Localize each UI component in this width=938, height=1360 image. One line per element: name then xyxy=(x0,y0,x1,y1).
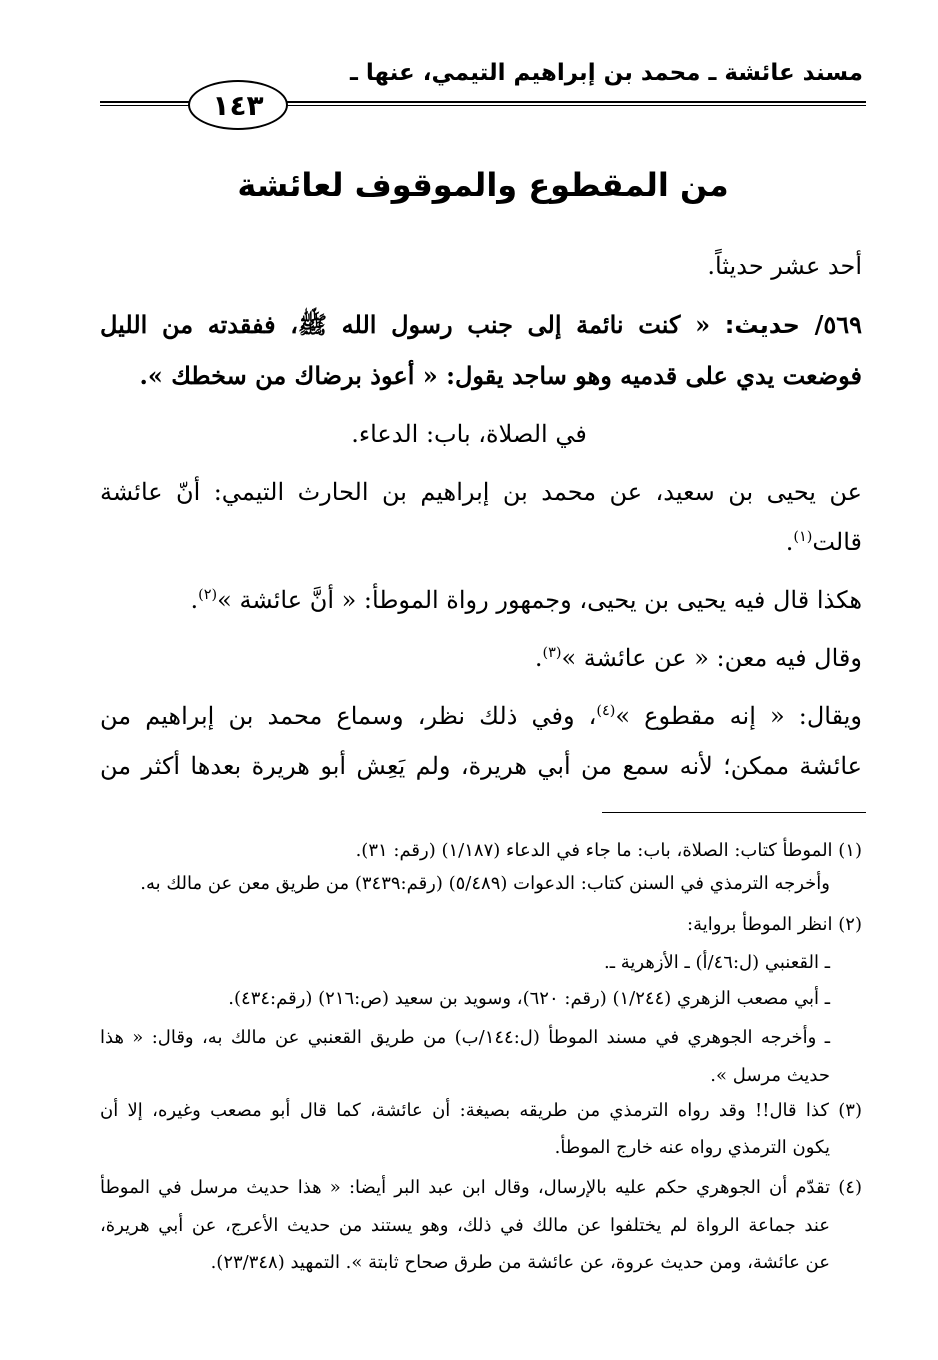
intro-line: أحد عشر حديثاً. xyxy=(707,252,862,280)
footnote-4-line-2: عند جماعة الرواة لم يختلفوا عن مالك في ذلك، وهو يستند من حديث الأعرج، عن أبي هريرة، xyxy=(100,1215,830,1236)
paragraph-3-end: . xyxy=(534,644,543,672)
hadith-label: حديث: xyxy=(724,311,800,339)
footnote-2-line-3: ـ أبي مصعب الزهري (١/٢٤٤) (رقم: ٦٢٠)، وسويد بن سعيد (ص:٢١٦) (رقم:٤٣٤). xyxy=(228,988,830,1009)
paragraph-4-line-2: عائشة ممكن؛ لأنه سمع من أبي هريرة، ولم يَعِش أبو هريرة بعدها أكثر من xyxy=(100,752,862,780)
chain-end: . xyxy=(785,528,794,556)
footnote-3-line-1: (٣) كذا قال!! وقد رواه الترمذي من طريقه بصيغة: أن عائشة، كما قال أبو مصعب وغيره، إلا أن xyxy=(100,1100,862,1121)
footnote-1-line-2: وأخرجه الترمذي في السنن كتاب: الدعوات (٥/٤٨٩) (رقم:٣٤٣٩) من طريق معن عن مالك به. xyxy=(140,873,830,894)
paragraph-2 xyxy=(191,586,862,614)
footnote-separator xyxy=(602,812,866,813)
paragraph-4-line-1 xyxy=(100,702,862,730)
page-number: ١٤٣ xyxy=(188,80,288,130)
hadith-text-1: « كنت نائمة إلى جنب رسول الله ﷺ، ففقدته من الليل xyxy=(100,310,711,339)
footnote-ref-1: (١) xyxy=(793,529,813,545)
chain-text: قالت xyxy=(812,528,862,556)
paragraph-4-text-a: ويقال: « إنه مقطوع » xyxy=(615,702,863,730)
footnote-ref-3: (٣) xyxy=(542,645,562,661)
hadith-line-1 xyxy=(100,310,862,345)
hadith-line-2: فوضعت يدي على قدميه وهو ساجد يقول: « أعوذ برضاك من سخطك ». xyxy=(139,361,862,390)
footnote-2-line-5: حديث مرسل ». xyxy=(710,1065,830,1086)
footnote-2-line-2: ـ القعنبي (ل:٤٦/أ) ـ الأزهرية ـ. xyxy=(604,952,830,973)
footnote-ref-4: (٤) xyxy=(596,703,616,719)
chain-line-2 xyxy=(786,528,862,556)
paragraph-4-text-b: ، وفي ذلك نظر، وسماع محمد بن إبراهيم من xyxy=(100,702,597,730)
footnote-2-line-1: (٢) انظر الموطأ برواية: xyxy=(687,914,862,935)
footnote-1-line-1: (١) الموطأ كتاب: الصلاة، باب: ما جاء في الدعاء (١/١٨٧) (رقم: ٣١). xyxy=(355,840,862,861)
hadith-number: ٥٦٩/ xyxy=(814,310,862,339)
footnote-ref-2: (٢) xyxy=(198,587,218,603)
paragraph-2-end: . xyxy=(190,586,199,614)
footnote-4-line-3: عن عائشة، ومن حديث عروة، عن عائشة من طرق صحاح ثابتة ». التمهيد (٢٣/٣٤٨). xyxy=(210,1252,830,1273)
footnote-3-line-2: يكون الترمذي رواه عنه خارج الموطأ. xyxy=(554,1137,830,1158)
chain-line-1: عن يحيى بن سعيد، عن محمد بن إبراهيم بن الحارث التيمي: أنّ عائشة xyxy=(100,478,862,506)
paragraph-3-text: وقال فيه معن: « عن عائشة » xyxy=(561,644,862,672)
source-location: في الصلاة، باب: الدعاء. xyxy=(351,420,587,448)
section-heading: من المقطوع والموقوف لعائشة xyxy=(237,166,729,204)
footnote-4-line-1: (٤) تقدّم أن الجوهري حكم عليه بالإرسال، وقال ابن عبد البر أيضا: « هذا حديث مرسل في الموطأ xyxy=(100,1177,862,1198)
paragraph-3 xyxy=(535,644,862,672)
paragraph-2-text: هكذا قال فيه يحيى بن يحيى، وجمهور رواة الموطأ: « أنَّ عائشة » xyxy=(217,586,862,614)
footnote-2-line-4: ـ وأخرجه الجوهري في مسند الموطأ (ل:١٤٤/ب) من طريق القعنبي عن مالك به، وقال: « هذا xyxy=(100,1027,830,1048)
running-title: مسند عائشة ـ محمد بن إبراهيم التيمي، عنها ـ xyxy=(349,60,863,86)
